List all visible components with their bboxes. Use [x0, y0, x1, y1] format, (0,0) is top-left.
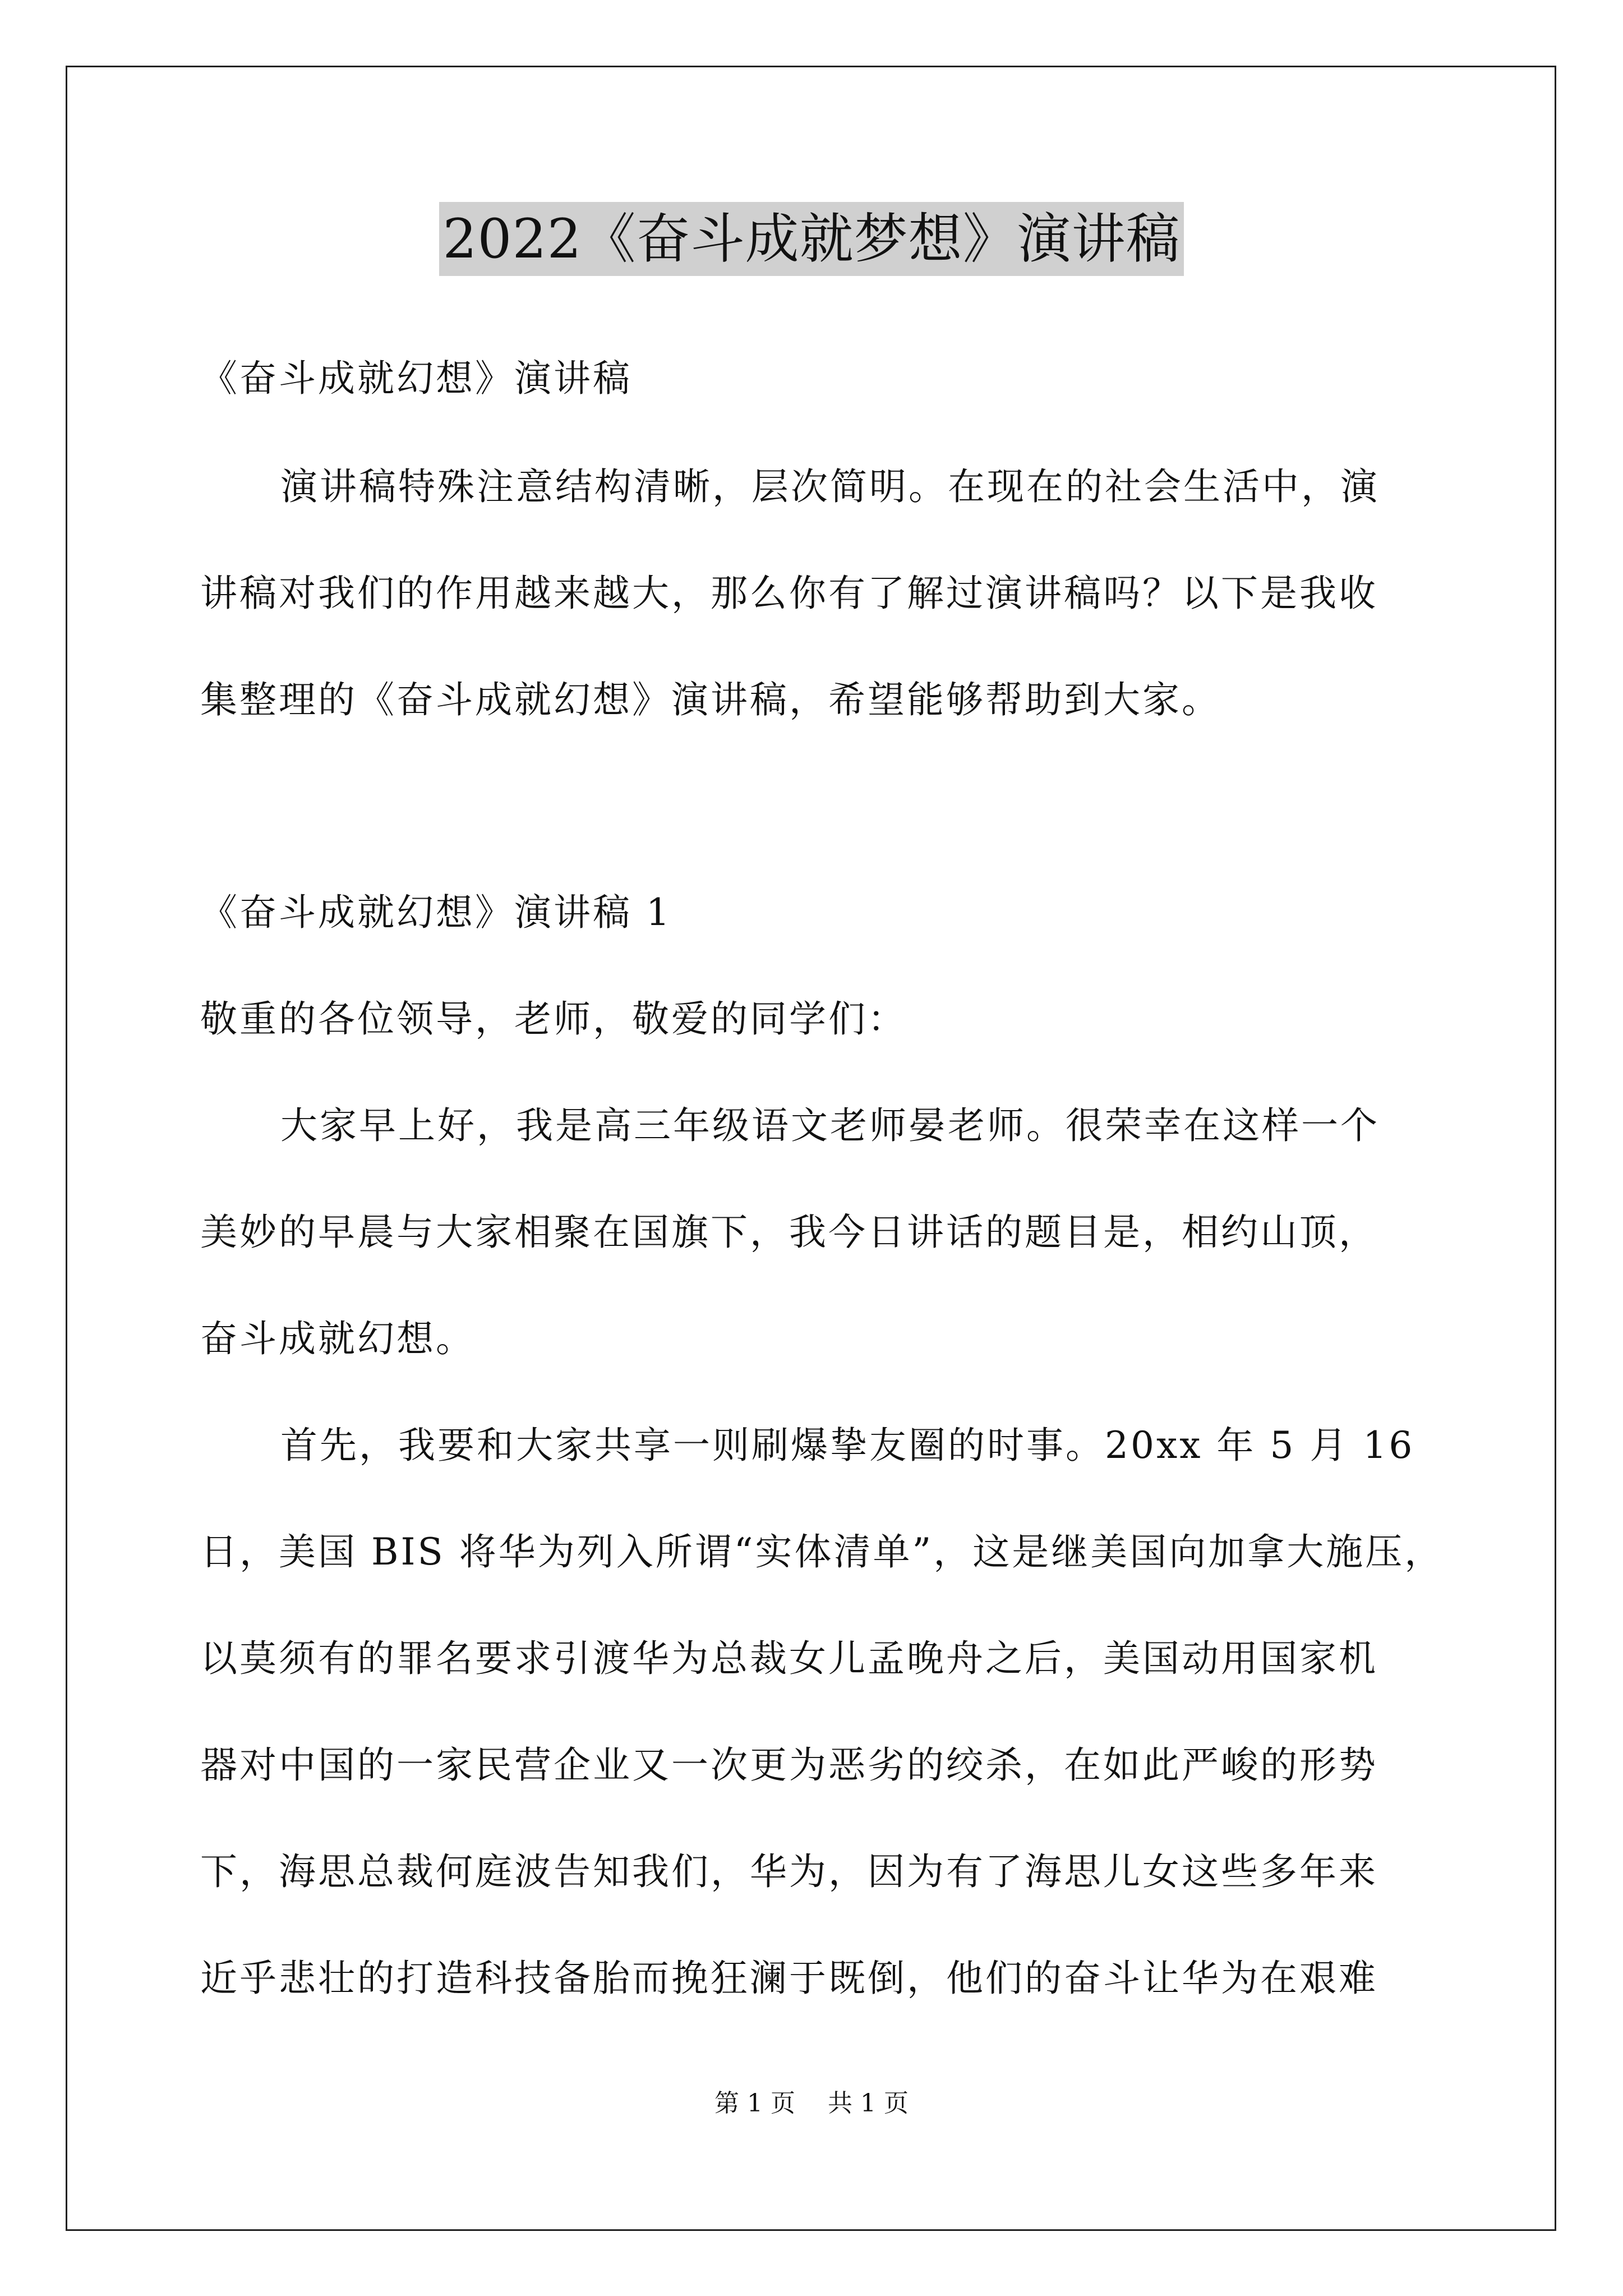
document-title: 2022《奋斗成就梦想》演讲稿 — [439, 202, 1183, 276]
paragraph-line: 首先，我要和大家共享一则刷爆挚友圈的时事。20xx 年 5 月 16 — [280, 1424, 1415, 1467]
section-heading: 《奋斗成就幻想》演讲稿 — [200, 357, 632, 400]
section-heading: 《奋斗成就幻想》演讲稿 1 — [200, 891, 672, 934]
paragraph-line: 近乎悲壮的打造科技备胎而挽狂澜于既倒，他们的奋斗让华为在艰难 — [200, 1957, 1378, 2000]
paragraph-line: 器对中国的一家民营企业又一次更为恶劣的绞杀，在如此严峻的形势 — [200, 1743, 1378, 1787]
paragraph-line: 大家早上好，我是高三年级语文老师晏老师。很荣幸在这样一个 — [280, 1104, 1380, 1147]
paragraph-line: 美妙的早晨与大家相聚在国旗下，我今日讲话的题目是，相约山顶， — [200, 1211, 1378, 1254]
page-total: 共 1 页 — [828, 2089, 909, 2118]
paragraph-line: 集整理的《奋斗成就幻想》演讲稿，希望能够帮助到大家。 — [200, 678, 1221, 721]
title-container — [0, 202, 1623, 276]
page-number: 第 1 页 — [714, 2089, 795, 2118]
paragraph-line: 日，美国 BIS 将华为列入所谓“实体清单”，这是继美国向加拿大施压， — [200, 1530, 1444, 1573]
salutation: 敬重的各位领导，老师，敬爱的同学们： — [200, 997, 907, 1041]
paragraph-line: 讲稿对我们的作用越来越大，那么你有了解过演讲稿吗？以下是我收 — [200, 572, 1378, 615]
page-footer — [0, 2087, 1623, 2120]
paragraph-line: 演讲稿特殊注意结构清晰，层次简明。在现在的社会生活中，演 — [280, 465, 1380, 508]
paragraph-line: 下，海思总裁何庭波告知我们，华为，因为有了海思儿女这些多年来 — [200, 1850, 1378, 1893]
paragraph-line: 奋斗成就幻想。 — [200, 1317, 475, 1360]
paragraph-line: 以莫须有的罪名要求引渡华为总裁女儿孟晚舟之后，美国动用国家机 — [200, 1637, 1378, 1680]
